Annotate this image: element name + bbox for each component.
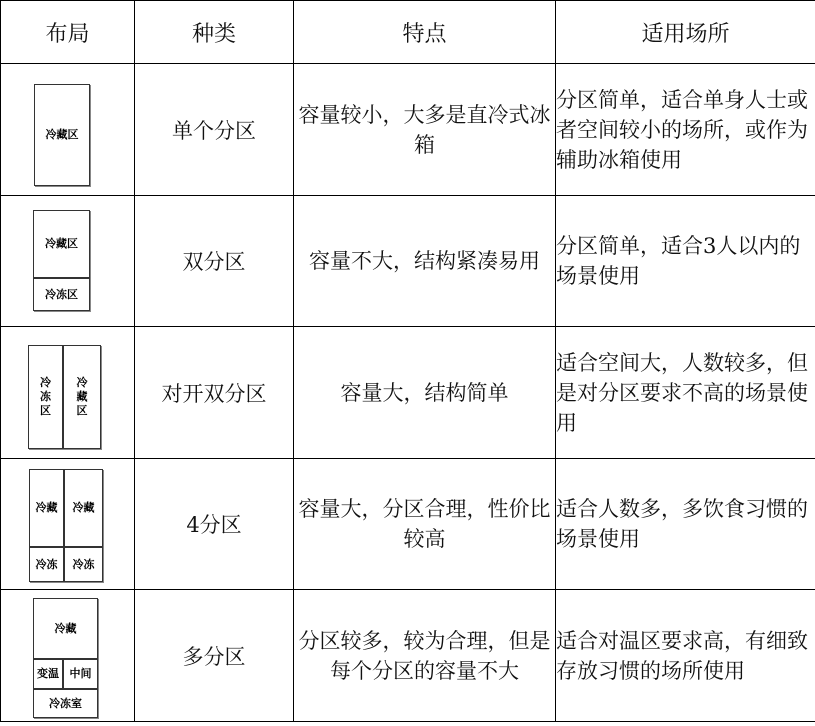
zone-box: 冷藏 bbox=[29, 469, 64, 547]
layout-cell bbox=[1, 64, 135, 196]
zone-box: 冷冻室 bbox=[33, 689, 98, 718]
header-layout: 布局 bbox=[1, 1, 135, 64]
place-cell: 分区简单，适合单身人士或者空间较小的场所，或作为辅助冰箱使用 bbox=[556, 64, 815, 196]
table-row bbox=[1, 590, 815, 722]
zone-box: 冷藏 bbox=[33, 598, 98, 659]
side-by-side-diagram bbox=[1, 327, 134, 458]
type-cell: 单个分区 bbox=[135, 64, 294, 196]
layout-cell bbox=[1, 590, 135, 722]
multi-zone-diagram bbox=[1, 590, 134, 721]
type-cell: 4分区 bbox=[135, 459, 294, 590]
place-cell: 适合人数多，多饮食习惯的场景使用 bbox=[556, 459, 815, 590]
layout-cell bbox=[1, 459, 135, 590]
place-cell: 适合对温区要求高，有细致存放习惯的场所使用 bbox=[556, 590, 815, 722]
zone-box: 冷藏区 bbox=[34, 84, 90, 186]
zone-box: 中间 bbox=[63, 659, 98, 689]
table-row bbox=[1, 196, 815, 327]
feature-cell: 容量大，结构简单 bbox=[294, 327, 556, 459]
table-row bbox=[1, 64, 815, 196]
header-feature: 特点 bbox=[294, 1, 556, 64]
zone-box: 冷冻 bbox=[29, 547, 64, 582]
zone-box: 冷冻区 bbox=[28, 345, 63, 449]
header-type: 种类 bbox=[135, 1, 294, 64]
zone-box: 冷藏区 bbox=[33, 210, 90, 278]
place-cell: 分区简单，适合3人以内的场景使用 bbox=[556, 196, 815, 327]
place-cell: 适合空间大，人数较多，但是对分区要求不高的场景使用 bbox=[556, 327, 815, 459]
table-row bbox=[1, 459, 815, 590]
four-zone-diagram bbox=[1, 459, 134, 589]
zone-box: 冷藏 bbox=[64, 469, 103, 547]
header-place: 适用场所 bbox=[556, 1, 815, 64]
header-row bbox=[1, 1, 815, 64]
zone-box: 冷藏区 bbox=[63, 345, 101, 449]
zone-box: 冷冻区 bbox=[33, 278, 90, 311]
zone-box: 变温 bbox=[33, 659, 63, 689]
single-zone-diagram bbox=[1, 64, 134, 195]
feature-cell: 容量大，分区合理，性价比较高 bbox=[294, 459, 556, 590]
layout-cell bbox=[1, 327, 135, 459]
double-zone-diagram bbox=[1, 196, 134, 326]
type-cell: 多分区 bbox=[135, 590, 294, 722]
type-cell: 双分区 bbox=[135, 196, 294, 327]
zone-box: 冷冻 bbox=[64, 547, 103, 582]
feature-cell: 容量较小，大多是直冷式冰箱 bbox=[294, 64, 556, 196]
type-cell: 对开双分区 bbox=[135, 327, 294, 459]
layout-cell bbox=[1, 196, 135, 327]
table-row bbox=[1, 327, 815, 459]
feature-cell: 分区较多，较为合理，但是每个分区的容量不大 bbox=[294, 590, 556, 722]
feature-cell: 容量不大，结构紧凑易用 bbox=[294, 196, 556, 327]
